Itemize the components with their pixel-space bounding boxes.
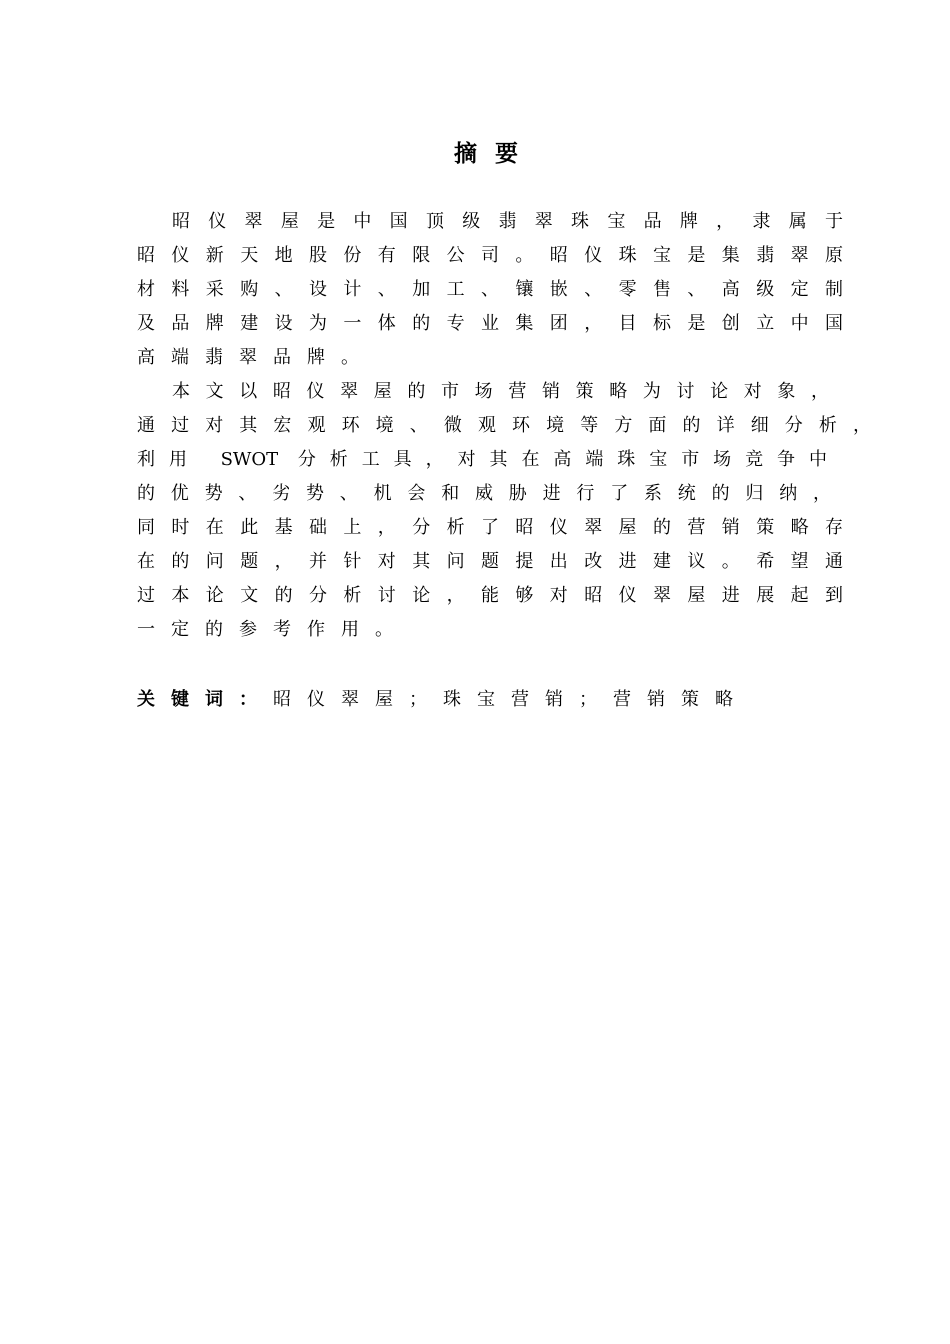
paragraph-2-line-7: 过本论文的分析讨论，能够对昭仪翠屋进展起到 [137, 585, 843, 606]
keywords-line [137, 683, 749, 717]
paragraph-2-line-8: 一定的参考作用。 [137, 619, 409, 640]
keywords-label: 关键词： [137, 689, 273, 710]
paragraph-2-line-4: 的优势、劣势、机会和威胁进行了系统的归纳， [137, 483, 831, 504]
paragraph-2-line-1: 本文以昭仪翠屋的市场营销策略为讨论对象， [172, 381, 829, 402]
paragraph-1-line-3: 材料采购、设计、加工、镶嵌、零售、高级定制 [137, 279, 843, 300]
paragraph-2-line-5: 同时在此基础上，分析了昭仪翠屋的营销策略存 [137, 517, 843, 538]
paragraph-1-line-1: 昭仪翠屋是中国顶级翡翠珠宝品牌，隶属于 [172, 211, 843, 232]
paragraph-2-line-6: 在的问题，并针对其问题提出改进建议。希望通 [137, 551, 843, 572]
page-title: 摘要 [454, 141, 536, 167]
paragraph-1-line-5: 高端翡翠品牌。 [137, 347, 375, 368]
paragraph-2-line-3: 利用 SWOT 分析工具，对其在高端珠宝市场竞争中 [137, 449, 827, 470]
keywords-value: 昭仪翠屋；珠宝营销；营销策略 [273, 689, 749, 710]
paragraph-1-line-2: 昭仪新天地股份有限公司。昭仪珠宝是集翡翠原 [137, 245, 843, 266]
paragraph-1-line-4: 及品牌建设为一体的专业集团，目标是创立中国 [137, 313, 843, 334]
paragraph-2-line-2: 通过对其宏观环境、微观环境等方面的详细分析， [137, 415, 871, 436]
